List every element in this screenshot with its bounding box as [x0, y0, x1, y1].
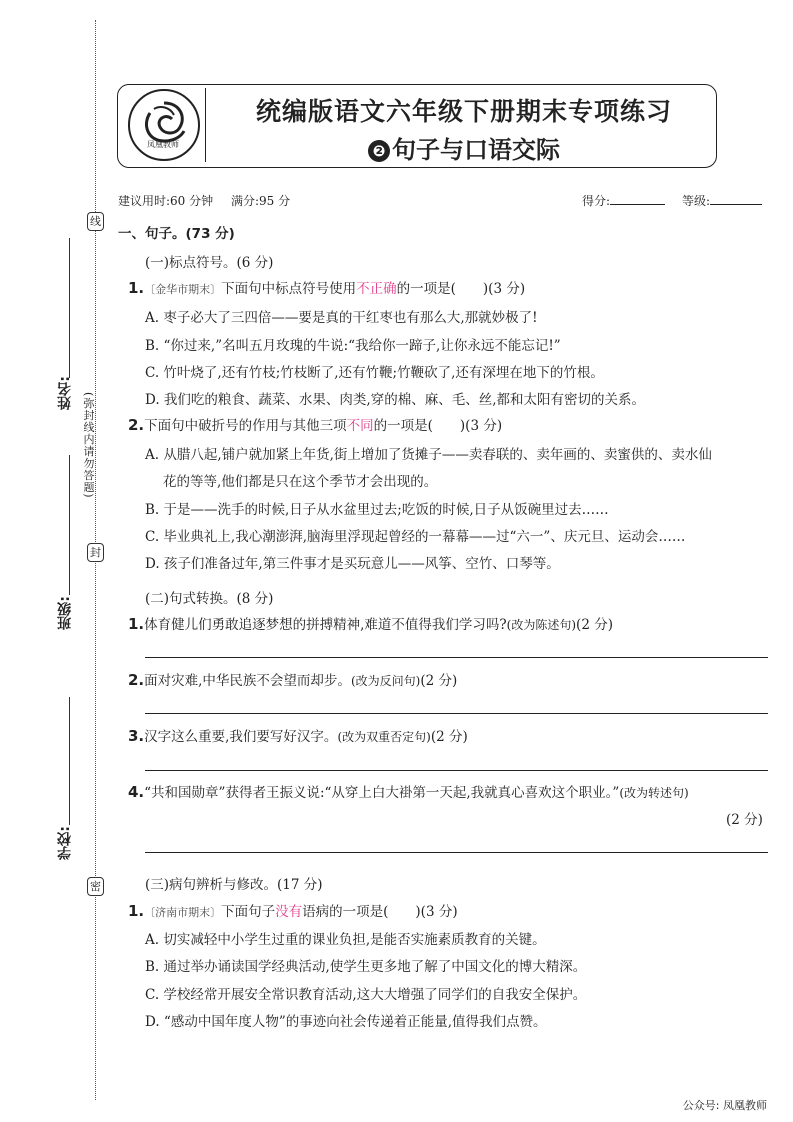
transform-question: [128, 725, 468, 745]
emphasis-text: 不正确: [356, 281, 397, 297]
score-blank[interactable]: [610, 193, 665, 205]
option-b[interactable]: B. “你过来,”名叫五月玫瑰的牛说:“我给你一蹄子,让你永远不能忘记!”: [145, 338, 561, 354]
time-info: 建议用时:60 分钟: [118, 194, 214, 208]
option-d[interactable]: D. 我们吃的粮食、蔬菜、水果、肉类,穿的棉、麻、毛、丝,都和太阳有密切的关系。: [145, 392, 646, 408]
header-divider: [205, 88, 206, 162]
question-text: 下面句子: [221, 904, 276, 920]
option-a[interactable]: A. 切实减轻中小学生过重的课业负担,是能否实施素质教育的关键。: [145, 932, 546, 948]
page-title: 统编版语文六年级下册期末专项练习: [255, 97, 672, 126]
answer-line[interactable]: [145, 713, 768, 714]
question-number: 4.: [128, 783, 145, 801]
option-a[interactable]: A. 枣子必大了三四倍——要是真的干红枣也有那么大,那就妙极了!: [145, 310, 538, 326]
footer-credit: 公众号: 凤凰教师: [682, 1099, 767, 1112]
option-b[interactable]: B. 通过举办诵读国学经典活动,使学生更多地了解了中国文化的博大精深。: [145, 959, 587, 975]
logo: [128, 89, 200, 161]
option-c[interactable]: C. 毕业典礼上,我心潮澎湃,脑海里浮现起曾经的一幕幕——过“六一”、庆元旦、运动会……: [145, 529, 686, 545]
score-field: [582, 192, 665, 209]
transform-question: [128, 613, 613, 633]
question-text: 下面句中标点符号使用: [221, 281, 357, 297]
question-score: (2 分): [430, 729, 468, 745]
option-c[interactable]: C. 学校经常开展安全常识教育活动,这大大增强了同学们的自我安全保护。: [145, 987, 587, 1003]
transform-question: [128, 669, 457, 689]
question-note: (改为双重否定句): [337, 730, 431, 744]
question-score: (2 分): [420, 673, 458, 689]
question-1: [128, 277, 525, 297]
question-score: (2 分): [576, 617, 613, 633]
seal-mark-line: 线: [87, 212, 104, 231]
score-label: 得分:: [582, 194, 611, 208]
question-text-end: 的一项是( )(3 分): [373, 418, 503, 434]
question-text-end: 的一项是( )(3 分): [396, 281, 526, 297]
name-line: [69, 238, 70, 378]
part3-title: (三)病句辨析与修改。(17 分): [145, 877, 323, 893]
question-score: (2 分): [726, 812, 763, 828]
question-number: 2.: [128, 671, 145, 689]
answer-line[interactable]: [145, 852, 768, 853]
transform-question: [128, 781, 689, 801]
question-number: 3.: [128, 727, 145, 745]
question-text: 面对灾难,中华民族不会望而却步。: [144, 673, 351, 689]
class-label: 班级:: [57, 596, 73, 630]
emphasis-text: 没有: [275, 904, 303, 920]
answer-line[interactable]: [145, 770, 768, 771]
section-title: 一、句子。(73 分): [118, 226, 235, 242]
option-c[interactable]: C. 竹叶烧了,还有竹枝;竹枝断了,还有竹鞭;竹鞭砍了,还有深埋在地下的竹根。: [145, 365, 604, 381]
name-label: 姓名:: [57, 376, 73, 410]
question-text: 汉字这么重要,我们要写好汉字。: [144, 729, 338, 745]
question-note: (改为转述句): [619, 786, 689, 800]
binding-warning: (弥封线内请勿答题): [82, 392, 95, 499]
question-text: 下面句中破折号的作用与其他三项: [144, 418, 347, 434]
question-note: (改为反问句): [350, 674, 421, 688]
subtitle-number: ❷: [368, 140, 390, 162]
school-label: 学校:: [57, 826, 73, 860]
part1-title: (一)标点符号。(6 分): [145, 255, 274, 271]
grade-blank[interactable]: [710, 193, 762, 205]
logo-text: 凤凰教师: [147, 140, 179, 149]
option-b[interactable]: B. 于是——洗手的时候,日子从水盆里过去;吃饭的时候,日子从饭碗里过去……: [145, 502, 609, 518]
question-number: 1.: [128, 279, 145, 297]
question-text-end: 语病的一项是( )(3 分): [302, 904, 458, 920]
question-number: 1.: [128, 902, 145, 920]
option-d[interactable]: D. 孩子们准备过年,第三件事才是买玩意儿——风筝、空竹、口琴等。: [145, 556, 560, 572]
question-2: [128, 414, 502, 434]
subtitle-text: 句子与口语交际: [392, 136, 560, 164]
seal-mark-secret: 密: [87, 877, 104, 896]
answer-line[interactable]: [145, 657, 768, 658]
option-a-continued: 花的等等,他们都是只在这个季节才会出现的。: [163, 474, 438, 490]
question-number: 1.: [128, 615, 145, 633]
source-tag: 〔金华市期末〕: [144, 283, 222, 296]
full-score-info: 满分:95 分: [231, 194, 291, 208]
option-a[interactable]: A. 从腊八起,铺户就加紧上年货,街上增加了货摊子——卖春联的、卖年画的、卖蜜供的、卖水仙: [145, 447, 712, 463]
part2-title: (二)句式转换。(8 分): [145, 591, 274, 607]
question-text: “共和国勋章”获得者王振义说:“从穿上白大褂第一天起,我就真心喜欢这个职业。”: [144, 785, 620, 801]
grade-field: [682, 192, 762, 209]
grade-label: 等级:: [682, 194, 711, 208]
seal-mark-seal: 封: [87, 543, 104, 562]
page-subtitle: [220, 130, 708, 165]
school-line: [69, 697, 70, 825]
source-tag: 〔济南市期末〕: [144, 906, 222, 919]
question-text: 体育健儿们勇敢追逐梦想的拼搏精神,难道不值得我们学习吗?: [144, 617, 507, 633]
question-number: 2.: [128, 416, 145, 434]
option-d[interactable]: D. “感动中国年度人物”的事迹向社会传递着正能量,值得我们点赞。: [145, 1014, 547, 1030]
question-1: [128, 900, 458, 920]
class-line: [69, 455, 70, 595]
question-note: (改为陈述句): [506, 618, 577, 632]
emphasis-text: 不同: [346, 418, 374, 434]
